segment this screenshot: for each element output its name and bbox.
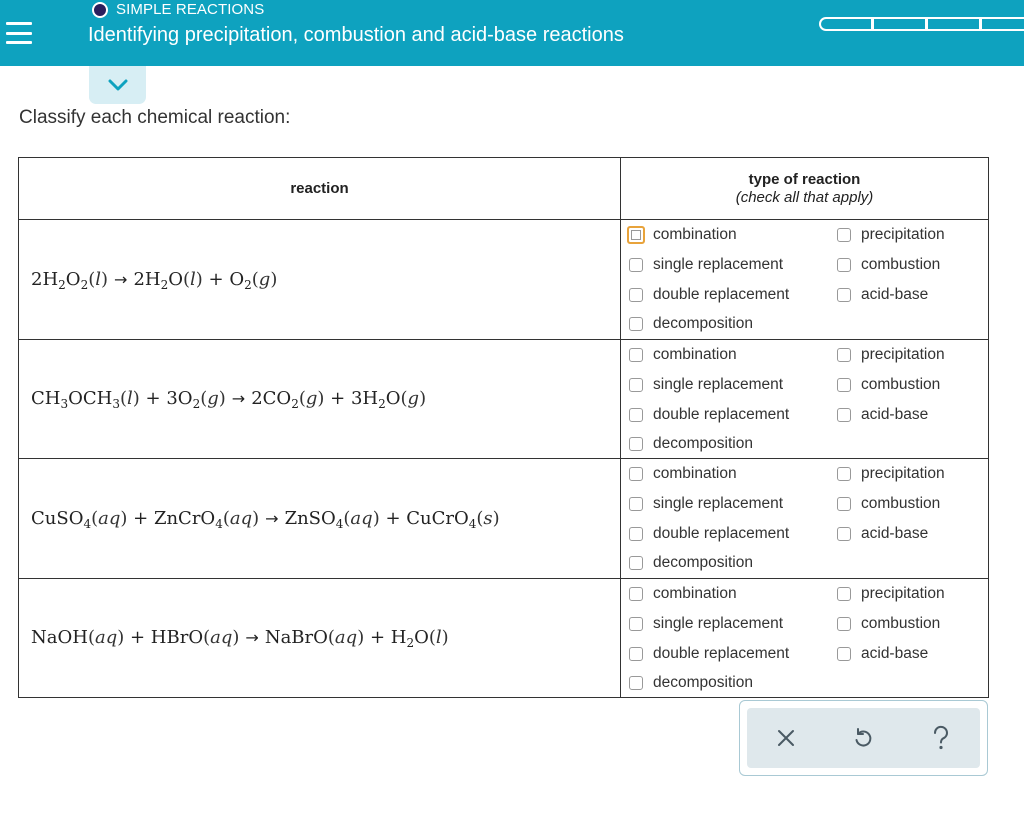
option-label: double replacement xyxy=(653,525,790,542)
reaction-options-cell xyxy=(621,459,989,579)
option-label: double replacement xyxy=(653,405,790,423)
checkbox[interactable] xyxy=(629,288,643,302)
checkbox[interactable] xyxy=(629,408,643,422)
option-combustion[interactable] xyxy=(837,495,940,513)
checkbox[interactable] xyxy=(629,258,643,272)
help-button[interactable] xyxy=(921,718,961,758)
option-acid-base[interactable] xyxy=(837,525,928,543)
option-double-replacement[interactable] xyxy=(629,286,789,304)
option-label: precipitation xyxy=(861,226,945,243)
option-label: precipitation xyxy=(861,345,945,363)
reaction-options-cell xyxy=(621,339,989,459)
type-column-header xyxy=(621,158,989,220)
option-double-replacement[interactable] xyxy=(629,645,789,663)
option-label: acid-base xyxy=(861,644,929,662)
option-label: single replacement xyxy=(653,614,784,632)
checkbox[interactable] xyxy=(837,647,851,661)
menu-button[interactable] xyxy=(0,0,38,66)
action-buttons xyxy=(747,708,980,768)
option-label: decomposition xyxy=(653,673,753,691)
checkbox[interactable] xyxy=(837,228,851,242)
checkbox[interactable] xyxy=(629,647,643,661)
undo-button[interactable] xyxy=(843,718,883,758)
type-header-subtitle: (check all that apply) xyxy=(735,188,874,206)
reaction-equation-cell xyxy=(19,220,621,340)
option-precipitation[interactable] xyxy=(837,585,945,603)
option-single-replacement[interactable] xyxy=(629,495,783,513)
clear-button[interactable] xyxy=(766,718,806,758)
option-decomposition[interactable] xyxy=(629,554,753,572)
option-single-replacement[interactable] xyxy=(629,256,783,274)
option-label: double replacement xyxy=(653,286,790,303)
reaction-options-cell xyxy=(621,220,989,340)
reaction-column-header: reaction xyxy=(19,158,621,220)
table-header-row xyxy=(19,158,989,220)
option-acid-base[interactable] xyxy=(837,645,928,663)
option-decomposition[interactable] xyxy=(629,674,753,692)
collapse-toggle-button[interactable] xyxy=(89,66,146,104)
reaction-table xyxy=(18,157,989,698)
topic-label xyxy=(92,1,264,18)
option-label: decomposition xyxy=(653,434,753,452)
option-precipitation[interactable] xyxy=(837,226,945,244)
option-decomposition[interactable] xyxy=(629,315,753,333)
progress-segment xyxy=(927,17,981,31)
progress-segment xyxy=(981,17,1024,31)
question-prompt: Classify each chemical reaction: xyxy=(19,107,291,128)
reaction-equation-cell xyxy=(19,339,621,459)
option-label: combination xyxy=(653,226,737,243)
checkbox[interactable] xyxy=(627,226,645,244)
option-label: precipitation xyxy=(861,465,945,482)
checkbox[interactable] xyxy=(629,587,643,601)
undo-icon xyxy=(852,727,874,749)
option-precipitation[interactable] xyxy=(837,346,945,364)
question-mark-icon xyxy=(930,725,952,751)
option-label: combustion xyxy=(861,256,941,273)
checkbox[interactable] xyxy=(629,437,643,451)
topic-name: SIMPLE REACTIONS xyxy=(116,1,265,18)
page-title: Identifying precipitation, combustion and acid-base reactions xyxy=(88,24,624,46)
reaction-equation-4: NaOH(aq) + HBrO(aq) → NaBrO(aq) + $H_2O(l)$ xyxy=(31,627,449,651)
top-bar xyxy=(0,0,1024,66)
reaction-equation-cell xyxy=(19,459,621,579)
checkbox[interactable] xyxy=(837,288,851,302)
table-row xyxy=(19,220,989,340)
option-label: combustion xyxy=(861,495,941,512)
close-icon xyxy=(776,728,796,748)
checkbox[interactable] xyxy=(629,497,643,511)
option-label: acid-base xyxy=(861,405,929,423)
option-label: precipitation xyxy=(861,584,945,602)
checkbox[interactable] xyxy=(629,676,643,690)
action-panel xyxy=(739,700,988,776)
hamburger-icon xyxy=(6,22,32,44)
option-combination[interactable] xyxy=(629,465,737,483)
checkbox[interactable] xyxy=(837,527,851,541)
option-label: decomposition xyxy=(653,554,753,571)
checkbox[interactable] xyxy=(629,467,643,481)
option-label: single replacement xyxy=(653,375,784,393)
option-label: combustion xyxy=(861,375,941,393)
reaction-options-cell xyxy=(621,578,989,698)
checkbox[interactable] xyxy=(837,378,851,392)
table-row xyxy=(19,339,989,459)
checkbox[interactable] xyxy=(629,617,643,631)
checkbox[interactable] xyxy=(629,556,643,570)
option-decomposition[interactable] xyxy=(629,435,753,453)
table-row xyxy=(19,578,989,698)
option-label: combustion xyxy=(861,614,941,632)
checkbox[interactable] xyxy=(629,378,643,392)
checkbox[interactable] xyxy=(629,348,643,362)
option-combination[interactable] xyxy=(629,346,737,364)
option-combustion[interactable] xyxy=(837,256,940,274)
option-acid-base[interactable] xyxy=(837,286,928,304)
option-label: single replacement xyxy=(653,256,784,273)
checkbox[interactable] xyxy=(837,497,851,511)
checkbox[interactable] xyxy=(629,527,643,541)
table-row xyxy=(19,459,989,579)
option-label: acid-base xyxy=(861,525,929,542)
option-label: combination xyxy=(653,465,737,482)
option-combination[interactable] xyxy=(629,585,737,603)
progress-segment xyxy=(873,17,927,31)
chevron-down-icon xyxy=(107,78,129,92)
checkbox[interactable] xyxy=(837,467,851,481)
checkbox[interactable] xyxy=(837,408,851,422)
reaction-equation-3: CuSO$_4$(aq) + ZnCrO$_4$(aq) → ZnSO$_4$(aq) + CuCrO$_4$(s) xyxy=(31,507,500,531)
checkbox[interactable] xyxy=(629,317,643,331)
option-label: double replacement xyxy=(653,644,790,662)
option-precipitation[interactable] xyxy=(837,465,945,483)
option-label: single replacement xyxy=(653,495,784,512)
option-single-replacement[interactable] xyxy=(629,376,783,394)
checkbox[interactable] xyxy=(837,617,851,631)
option-combustion[interactable] xyxy=(837,615,940,633)
reaction-equation-cell xyxy=(19,578,621,698)
option-combustion[interactable] xyxy=(837,376,940,394)
option-acid-base[interactable] xyxy=(837,406,928,424)
reaction-equation-1: $2H_2O_2(l) \to 2H_2O(l) + O_2(g)$ xyxy=(31,268,278,292)
option-label: combination xyxy=(653,345,737,363)
option-label: acid-base xyxy=(861,286,929,303)
option-label: decomposition xyxy=(653,315,753,332)
checkbox[interactable] xyxy=(837,348,851,362)
progress-segment xyxy=(819,17,873,31)
reaction-equation-2: $CH_3OCH_3(l) + 3O_2(g) \to 2CO_2(g) + 3H_2O(g)$ xyxy=(31,388,427,412)
type-header-title: type of reaction xyxy=(748,170,861,188)
option-combination[interactable] xyxy=(629,226,737,244)
option-single-replacement[interactable] xyxy=(629,615,783,633)
checkbox[interactable] xyxy=(837,258,851,272)
option-label: combination xyxy=(653,584,737,602)
option-double-replacement[interactable] xyxy=(629,525,789,543)
progress-bar xyxy=(819,17,1024,31)
option-double-replacement[interactable] xyxy=(629,406,789,424)
topic-dot-icon xyxy=(92,2,108,18)
checkbox[interactable] xyxy=(837,587,851,601)
